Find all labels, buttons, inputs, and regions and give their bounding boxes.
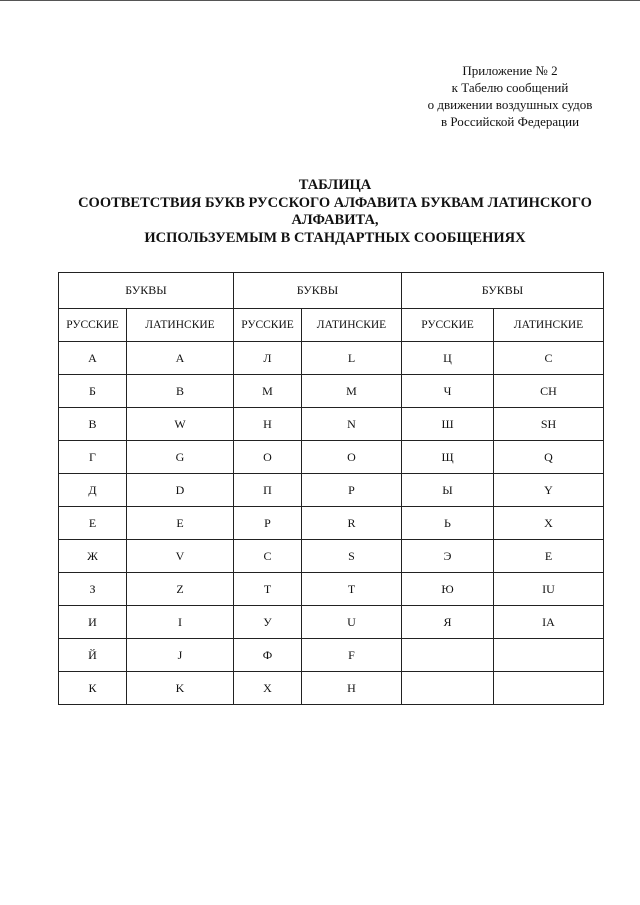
latin-letter-cell: B bbox=[127, 375, 234, 408]
russian-letter-cell: С bbox=[234, 540, 302, 573]
russian-letter-cell: Г bbox=[59, 441, 127, 474]
latin-letter-cell: S bbox=[302, 540, 402, 573]
russian-letter-cell: Ф bbox=[234, 639, 302, 672]
latin-letter-cell: Y bbox=[494, 474, 604, 507]
russian-letter-cell: А bbox=[59, 342, 127, 375]
appendix-line: Приложение № 2 bbox=[462, 63, 558, 78]
russian-letter-cell: Ц bbox=[402, 342, 494, 375]
latin-letter-cell: P bbox=[302, 474, 402, 507]
latin-letter-cell: T bbox=[302, 573, 402, 606]
russian-letter-cell: Е bbox=[59, 507, 127, 540]
table-row bbox=[59, 375, 604, 408]
group-header-cell: БУКВЫ bbox=[234, 273, 402, 309]
column-header-russian: РУССКИЕ bbox=[402, 309, 494, 342]
column-header-russian: РУССКИЕ bbox=[234, 309, 302, 342]
table-row bbox=[59, 408, 604, 441]
russian-letter-cell: Х bbox=[234, 672, 302, 705]
latin-letter-cell: A bbox=[127, 342, 234, 375]
latin-letter-cell: K bbox=[127, 672, 234, 705]
latin-letter-cell: V bbox=[127, 540, 234, 573]
title-line: ИСПОЛЬЗУЕМЫМ В СТАНДАРТНЫХ СООБЩЕНИЯХ bbox=[144, 229, 526, 246]
latin-letter-cell: E bbox=[494, 540, 604, 573]
table-row bbox=[59, 639, 604, 672]
latin-letter-cell: D bbox=[127, 474, 234, 507]
latin-letter-cell: J bbox=[127, 639, 234, 672]
russian-letter-cell: Я bbox=[402, 606, 494, 639]
group-header-cell: БУКВЫ bbox=[402, 273, 604, 309]
russian-letter-cell bbox=[402, 672, 494, 705]
latin-letter-cell: Z bbox=[127, 573, 234, 606]
column-header-latin: ЛАТИНСКИЕ bbox=[302, 309, 402, 342]
russian-letter-cell: Щ bbox=[402, 441, 494, 474]
page-top-edge bbox=[0, 0, 640, 1]
latin-letter-cell bbox=[494, 639, 604, 672]
document-title bbox=[30, 177, 640, 247]
latin-letter-cell: U bbox=[302, 606, 402, 639]
russian-letter-cell: В bbox=[59, 408, 127, 441]
column-header-latin: ЛАТИНСКИЕ bbox=[494, 309, 604, 342]
russian-letter-cell: И bbox=[59, 606, 127, 639]
title-line: СООТВЕТСТВИЯ БУКВ РУССКОГО АЛФАВИТА БУКВАМ ЛАТИНСКОГО bbox=[78, 194, 592, 211]
group-header-row bbox=[59, 273, 604, 309]
russian-letter-cell: М bbox=[234, 375, 302, 408]
russian-letter-cell: Й bbox=[59, 639, 127, 672]
russian-letter-cell: У bbox=[234, 606, 302, 639]
column-header-latin: ЛАТИНСКИЕ bbox=[127, 309, 234, 342]
russian-letter-cell: Э bbox=[402, 540, 494, 573]
russian-letter-cell: Ш bbox=[402, 408, 494, 441]
latin-letter-cell: L bbox=[302, 342, 402, 375]
latin-letter-cell: G bbox=[127, 441, 234, 474]
latin-letter-cell: R bbox=[302, 507, 402, 540]
appendix-note bbox=[395, 62, 625, 130]
appendix-line: к Табелю сообщений bbox=[451, 80, 569, 95]
column-header-russian: РУССКИЕ bbox=[59, 309, 127, 342]
russian-letter-cell: Ы bbox=[402, 474, 494, 507]
latin-letter-cell: IU bbox=[494, 573, 604, 606]
table-row bbox=[59, 342, 604, 375]
russian-letter-cell: П bbox=[234, 474, 302, 507]
latin-letter-cell: E bbox=[127, 507, 234, 540]
russian-letter-cell: З bbox=[59, 573, 127, 606]
russian-letter-cell: Б bbox=[59, 375, 127, 408]
appendix-line: в Российской Федерации bbox=[440, 114, 580, 129]
latin-letter-cell: Q bbox=[494, 441, 604, 474]
russian-letter-cell: Ю bbox=[402, 573, 494, 606]
latin-letter-cell: N bbox=[302, 408, 402, 441]
latin-letter-cell: M bbox=[302, 375, 402, 408]
latin-letter-cell: CH bbox=[494, 375, 604, 408]
latin-letter-cell: F bbox=[302, 639, 402, 672]
table-row bbox=[59, 474, 604, 507]
russian-letter-cell: К bbox=[59, 672, 127, 705]
table-row bbox=[59, 573, 604, 606]
latin-letter-cell: IA bbox=[494, 606, 604, 639]
russian-letter-cell: О bbox=[234, 441, 302, 474]
letter-correspondence-table bbox=[58, 272, 604, 705]
russian-letter-cell: Ч bbox=[402, 375, 494, 408]
latin-letter-cell: SH bbox=[494, 408, 604, 441]
russian-letter-cell: Н bbox=[234, 408, 302, 441]
table-row bbox=[59, 672, 604, 705]
title-line: АЛФАВИТА, bbox=[291, 212, 379, 228]
latin-letter-cell: X bbox=[494, 507, 604, 540]
table-row bbox=[59, 441, 604, 474]
latin-letter-cell: O bbox=[302, 441, 402, 474]
russian-letter-cell: Ь bbox=[402, 507, 494, 540]
russian-letter-cell: Р bbox=[234, 507, 302, 540]
latin-letter-cell: W bbox=[127, 408, 234, 441]
table-row bbox=[59, 606, 604, 639]
table-row bbox=[59, 540, 604, 573]
table-row bbox=[59, 507, 604, 540]
russian-letter-cell: Ж bbox=[59, 540, 127, 573]
latin-letter-cell: C bbox=[494, 342, 604, 375]
column-header-row bbox=[59, 309, 604, 342]
latin-letter-cell bbox=[494, 672, 604, 705]
russian-letter-cell bbox=[402, 639, 494, 672]
russian-letter-cell: Т bbox=[234, 573, 302, 606]
latin-letter-cell: I bbox=[127, 606, 234, 639]
latin-letter-cell: H bbox=[302, 672, 402, 705]
russian-letter-cell: Л bbox=[234, 342, 302, 375]
appendix-line: о движении воздушных судов bbox=[427, 97, 593, 112]
group-header-cell: БУКВЫ bbox=[59, 273, 234, 309]
title-line: ТАБЛИЦА bbox=[298, 177, 372, 193]
russian-letter-cell: Д bbox=[59, 474, 127, 507]
